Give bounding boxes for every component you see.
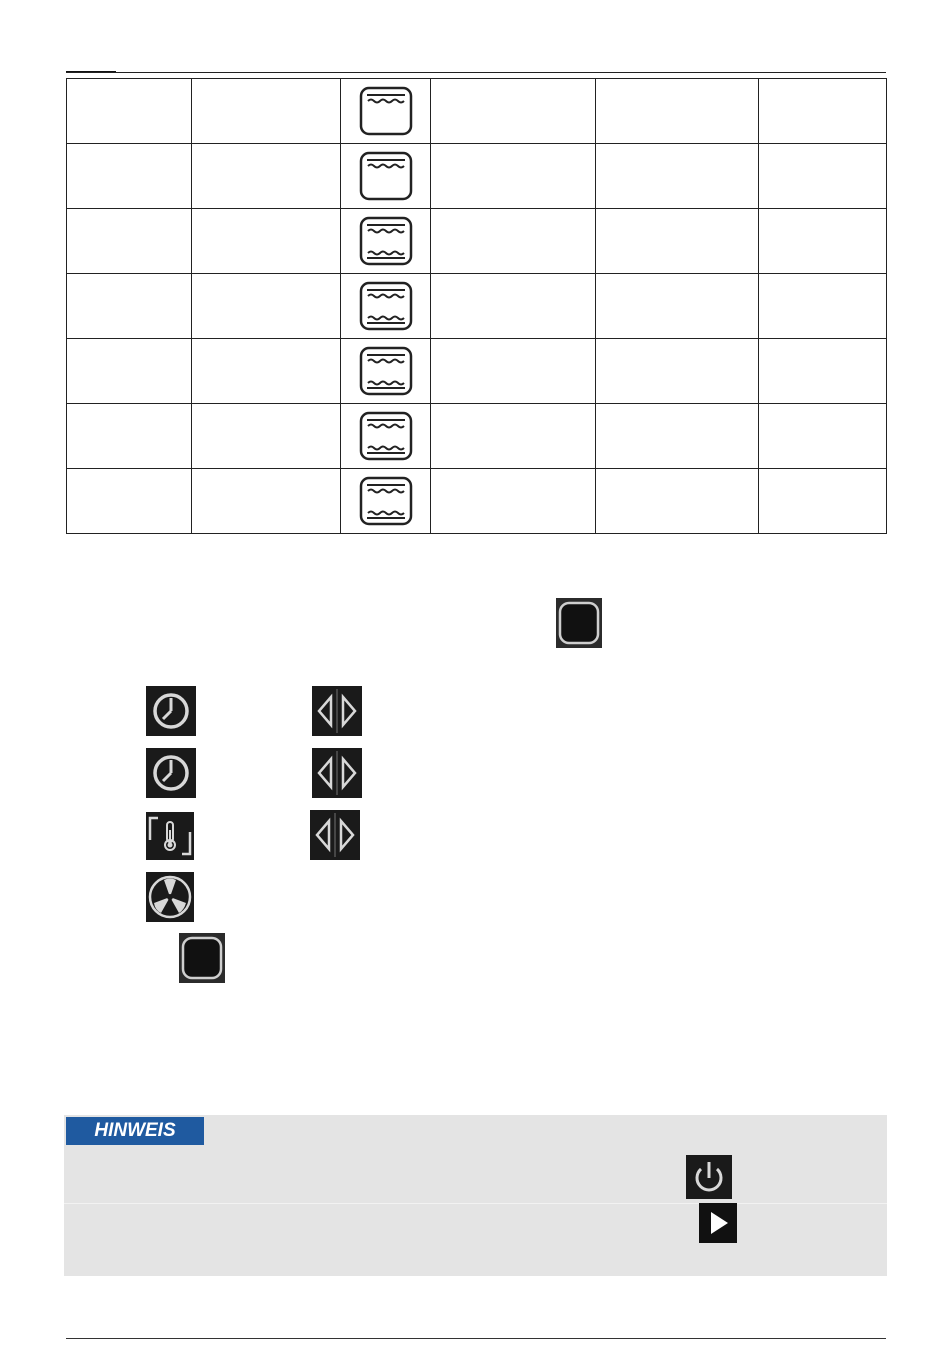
table-cell xyxy=(759,274,887,339)
table-cell xyxy=(596,144,759,209)
table-cell xyxy=(67,209,192,274)
top-heat-icon xyxy=(358,85,414,137)
table-cell xyxy=(431,339,596,404)
table-cell xyxy=(341,144,431,209)
table-cell xyxy=(341,469,431,534)
table-cell xyxy=(192,274,341,339)
table-cell xyxy=(759,144,887,209)
table-cell xyxy=(596,274,759,339)
table-cell xyxy=(341,404,431,469)
top-bottom-heat-icon xyxy=(358,215,414,267)
left-right-arrows-icon xyxy=(312,748,362,798)
table-cell xyxy=(431,404,596,469)
table-cell xyxy=(759,339,887,404)
table-cell xyxy=(431,274,596,339)
timer-icon xyxy=(146,686,196,736)
table-row xyxy=(67,469,887,534)
table-cell xyxy=(67,274,192,339)
table-row xyxy=(67,339,887,404)
table-cell xyxy=(192,79,341,144)
top-heat-icon xyxy=(358,150,414,202)
left-right-arrows-icon xyxy=(312,686,362,736)
program-table xyxy=(66,78,887,534)
table-cell xyxy=(192,404,341,469)
notice-label: HINWEIS xyxy=(66,1117,204,1145)
table-row xyxy=(67,404,887,469)
timer-icon xyxy=(146,748,196,798)
table-cell xyxy=(759,79,887,144)
top-bottom-heat-icon xyxy=(358,280,414,332)
table-cell xyxy=(192,144,341,209)
table-cell xyxy=(596,469,759,534)
square-button-icon xyxy=(179,933,225,983)
table-cell xyxy=(67,469,192,534)
footer-rule xyxy=(66,1338,886,1339)
table-cell xyxy=(341,79,431,144)
header-rule xyxy=(66,72,886,73)
top-bottom-heat-icon xyxy=(358,345,414,397)
left-right-arrows-icon xyxy=(310,810,360,860)
table-cell xyxy=(431,144,596,209)
notice-box xyxy=(64,1115,887,1276)
fan-icon xyxy=(146,872,194,922)
table-cell xyxy=(67,144,192,209)
table-cell xyxy=(67,339,192,404)
table-cell xyxy=(67,79,192,144)
table-cell xyxy=(67,404,192,469)
table-cell xyxy=(341,209,431,274)
table-cell xyxy=(431,209,596,274)
table-cell xyxy=(192,209,341,274)
top-bottom-heat-icon xyxy=(358,475,414,527)
table-cell xyxy=(596,404,759,469)
table-cell xyxy=(192,469,341,534)
table-cell xyxy=(431,79,596,144)
notice-divider xyxy=(64,1203,887,1204)
table-row xyxy=(67,274,887,339)
table-cell xyxy=(759,209,887,274)
table-cell xyxy=(596,209,759,274)
power-icon xyxy=(686,1155,732,1199)
table-cell xyxy=(596,79,759,144)
table-cell xyxy=(341,274,431,339)
square-button-icon xyxy=(556,598,602,648)
play-icon xyxy=(699,1203,737,1243)
table-cell xyxy=(759,404,887,469)
top-bottom-heat-icon xyxy=(358,410,414,462)
table-cell xyxy=(596,339,759,404)
table-cell xyxy=(759,469,887,534)
table-row xyxy=(67,209,887,274)
table-cell xyxy=(341,339,431,404)
table-row xyxy=(67,79,887,144)
thermometer-icon xyxy=(146,812,194,860)
table-cell xyxy=(431,469,596,534)
table-row xyxy=(67,144,887,209)
table-cell xyxy=(192,339,341,404)
